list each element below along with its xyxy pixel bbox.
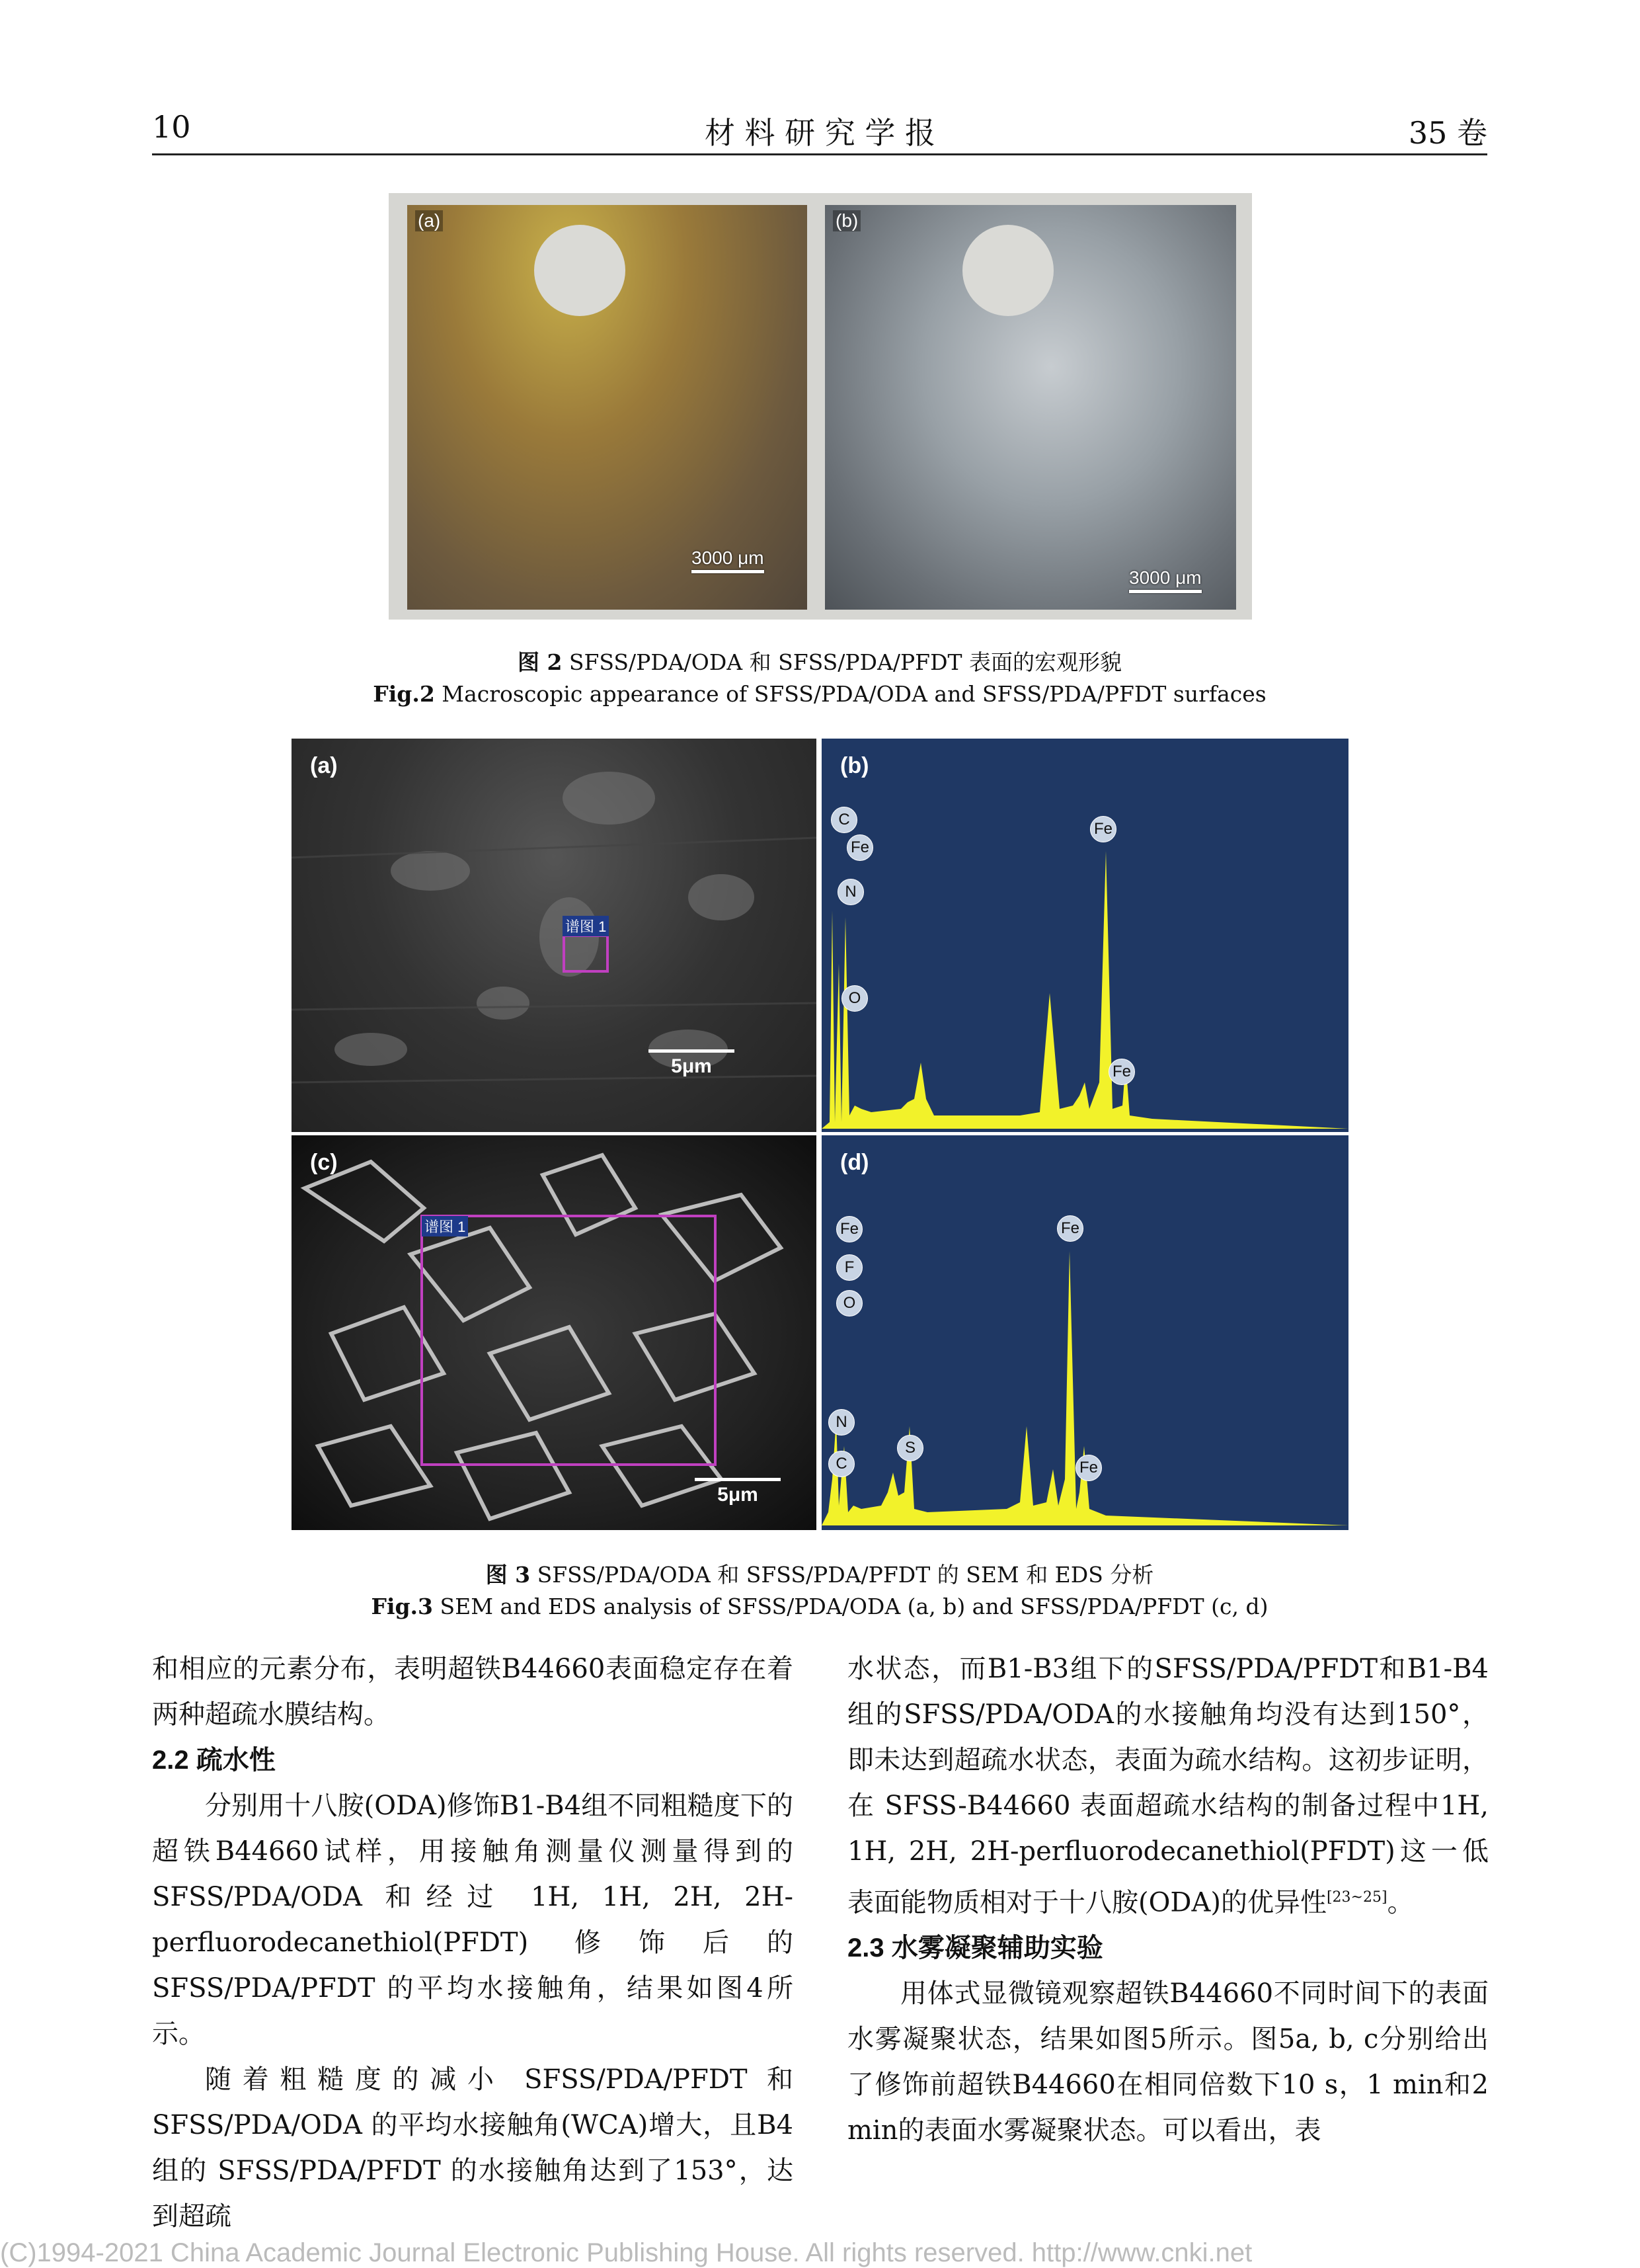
figure2-caption-cn: 图 2 SFSS/PDA/ODA 和 SFSS/PDA/PFDT 表面的宏观形貌 bbox=[517, 649, 1122, 675]
figure2-photos bbox=[389, 193, 1252, 620]
spectrum-region bbox=[563, 934, 609, 973]
spectrum-tag: 谱图 1 bbox=[563, 916, 609, 936]
left-column bbox=[152, 1646, 793, 2240]
panel-label: (b) bbox=[840, 753, 869, 778]
element-label-f: F bbox=[836, 1254, 863, 1281]
figure2-panel-b bbox=[825, 205, 1236, 610]
scale-bar: 5μm bbox=[648, 1049, 734, 1078]
element-label-o: O bbox=[841, 985, 868, 1012]
figure3-panel-b-eds bbox=[822, 739, 1348, 1132]
figure2-panel-a bbox=[407, 205, 807, 610]
paragraph: 水状态，而B1-B3组下的SFSS/PDA/PFDT和B1-B4组的SFSS/PDA/ODA的水接触角均没有达到150°，即未达到超疏水状态，表面为疏水结构。这初步证明，在 SFSS-B44660 表面超疏水结构的制备过程中1H, 1H, 2H, 2H-perfluorodecanethiol(PFDT)这一低表面能物质相对于十八胺(ODA)的优异性[23~25]。 bbox=[847, 1654, 1489, 1918]
element-label-s: S bbox=[897, 1435, 923, 1461]
figure3-panel-a-sem bbox=[292, 739, 816, 1132]
header-rule bbox=[152, 153, 1487, 155]
spectrum-region bbox=[420, 1215, 717, 1466]
scale-bar: 3000 μm bbox=[1129, 567, 1202, 593]
figure2-caption-en: Fig.2 Macroscopic appearance of SFSS/PDA/ODA and SFSS/PDA/PFDT surfaces bbox=[373, 681, 1267, 707]
panel-label: (a) bbox=[415, 210, 443, 231]
paragraph: 随着粗糙度的减小 SFSS/PDA/PFDT 和 SFSS/PDA/ODA 的平均水接触角(WCA)增大，且B4组的 SFSS/PDA/PFDT 的水接触角达到了153°，达到超疏 bbox=[152, 2064, 793, 2232]
element-label-n: N bbox=[828, 1409, 855, 1436]
element-label-fe: Fe bbox=[1057, 1215, 1083, 1242]
mount-hole bbox=[534, 225, 625, 316]
scale-bar: 5μm bbox=[695, 1478, 781, 1506]
copyright-footer: (C)1994-2021 China Academic Journal Electronic Publishing House. All rights reserved. http://www.cnki.net bbox=[0, 2238, 1253, 2267]
panel-label: (c) bbox=[310, 1150, 338, 1175]
mount-hole bbox=[962, 225, 1054, 316]
element-label-n: N bbox=[838, 879, 864, 905]
journal-title: 材 料 研 究 学 报 bbox=[704, 115, 936, 151]
figure3-panel-c-sem bbox=[292, 1135, 816, 1530]
scale-bar: 3000 μm bbox=[691, 547, 764, 573]
spectrum-tag: 谱图 1 bbox=[422, 1216, 468, 1236]
sem-texture bbox=[292, 739, 816, 1132]
element-label-fe: Fe bbox=[847, 834, 873, 861]
panel-label: (a) bbox=[310, 753, 338, 778]
paragraph: 和相应的元素分布，表明超铁B44660表面稳定存在着两种超疏水膜结构。 bbox=[152, 1654, 793, 1730]
volume-label: 35 卷 bbox=[1408, 115, 1487, 151]
page-number: 10 bbox=[152, 109, 191, 145]
element-label-fe: Fe bbox=[1090, 816, 1116, 842]
element-label-fe: Fe bbox=[1075, 1455, 1102, 1481]
paragraph: 用体式显微镜观察超铁B44660不同时间下的表面水雾凝聚状态，结果如图5所示。图5a, b, c分别给出了修饰前超铁B44660在相同倍数下10 s，1 min和2 min的表面水雾凝聚状态。可以看出，表 bbox=[847, 1978, 1489, 2146]
element-label-fe: Fe bbox=[1109, 1059, 1135, 1085]
right-column bbox=[847, 1646, 1489, 2154]
panel-label: (b) bbox=[833, 210, 861, 231]
figure3-panel-d-eds bbox=[822, 1135, 1348, 1530]
section-heading: 2.3 水雾凝聚辅助实验 bbox=[847, 1933, 1103, 1963]
figure3-caption-en: Fig.3 SEM and EDS analysis of SFSS/PDA/ODA (a, b) and SFSS/PDA/PFDT (c, d) bbox=[371, 1594, 1269, 1619]
figure3-caption-cn: 图 3 SFSS/PDA/ODA 和 SFSS/PDA/PFDT 的 SEM 和 EDS 分析 bbox=[485, 1562, 1154, 1588]
panel-label: (d) bbox=[840, 1150, 869, 1175]
paragraph: 分别用十八胺(ODA)修饰B1-B4组不同粗糙度下的超铁B44660试样，用接触角测量仪测量得到的SFSS/PDA/ODA 和经过 1H, 1H, 2H, 2H-perfluorodecanethiol(PFDT) 修饰后的 SFSS/PDA/PFDT 的平均水接触角，结果如图4所示。 bbox=[152, 1791, 793, 2049]
section-heading: 2.2 疏水性 bbox=[152, 1746, 276, 1775]
element-label-fe: Fe bbox=[836, 1216, 863, 1242]
citation: [23~25] bbox=[1326, 1889, 1387, 1906]
eds-spectrum bbox=[822, 739, 1348, 1132]
element-label-c: C bbox=[828, 1451, 855, 1477]
element-label-o: O bbox=[836, 1290, 863, 1316]
element-label-c: C bbox=[831, 807, 857, 833]
